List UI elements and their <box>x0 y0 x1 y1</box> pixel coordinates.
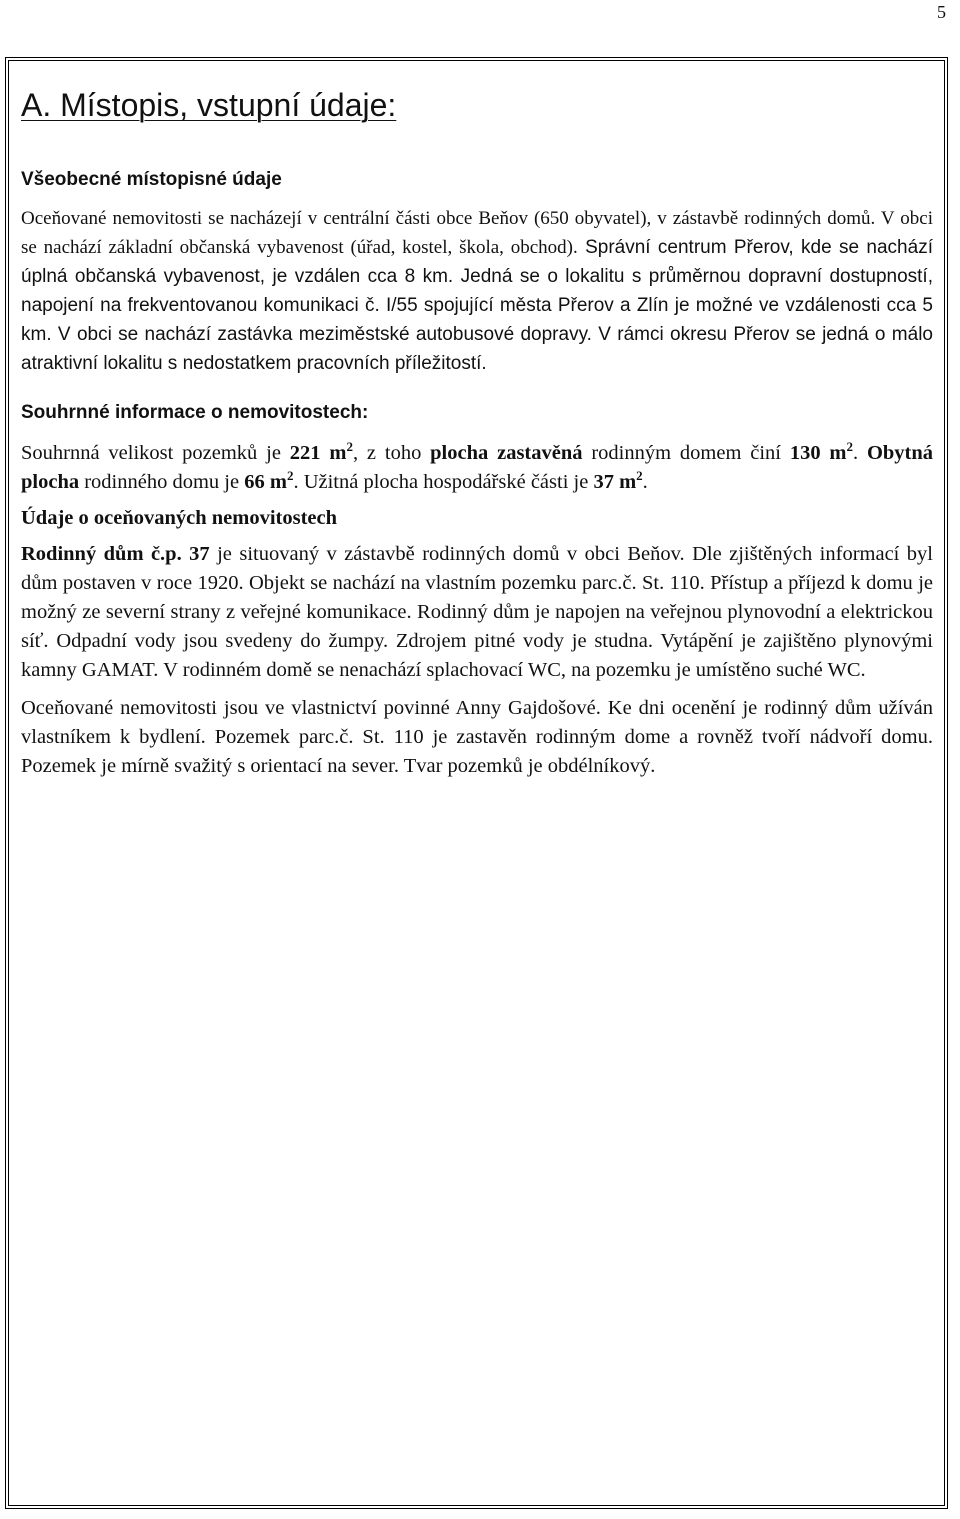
exponent: 2 <box>636 468 643 484</box>
house-text: je situovaný v zástavbě rodinných domů v obci Beňov. Dle zjištěných informací byl dům postaven v roce 1920. Objekt se nachází na vlastním pozemku parc.č. St. 110. Přístup a příjezd k domu je možný ze severní strany z veřejné komunikace. Rodinný dům je napojen na veřejnou plynovodní a elektrickou síť. Odpadní vody jsou svedeny do žumpy. Zdrojem pitné vody je studna. Vytápění je zajištěno plynovými kamny GAMAT. V rodinném domě se nenachází splachovací WC, na pozemku je umístěno suché WC. <box>21 543 933 681</box>
land-area-value: 221 m <box>289 442 347 464</box>
section-heading: A. Místopis, vstupní údaje: <box>21 87 397 123</box>
built-area-label: plocha zastavěná <box>430 442 583 464</box>
page-number: 5 <box>937 2 946 22</box>
content-frame-inner <box>8 60 945 1506</box>
utility-area-value: 37 m <box>593 471 637 493</box>
summary-text: rodinným domem činí <box>582 442 790 464</box>
built-area-value: 130 m <box>789 442 847 464</box>
general-info-text-sans: Správní centrum Přerov, kde se nachází úplná občanská vybavenost, je vzdálen cca 8 km. Jedná se o lokalitu s průměrnou dopravní dostupností, napojení na frekventovanou komunikaci č. I/55 spojující města Přerov a Zlín je možné ve vzdálenosti cca 5 km. V obci se nachází zastávka meziměstské autobusové dopravy. V rámci okresu Přerov se jedná o málo atraktivní lokalitu s nedostatkem pracovních příležitostí. <box>21 237 933 374</box>
summary-text: , z toho <box>352 442 431 464</box>
content-frame <box>5 57 948 1509</box>
house-label: Rodinný dům č.p. <box>21 543 182 565</box>
living-area-label: Obytná plocha <box>21 442 934 493</box>
summary-text: Souhrnná velikost pozemků je <box>21 442 290 464</box>
exponent: 2 <box>346 439 353 455</box>
summary-text: . Užitná plocha hospodářské části je <box>293 471 594 493</box>
house-number: 37 <box>181 543 210 565</box>
general-info-text-serif: Oceňované nemovitosti se nacházejí v centrální části obce Beňov (650 obyvatel), v zástavbě rodinných domů. V obci se nachází základní občanská vybavenost (úřad, kostel, škola, obchod). <box>21 208 933 258</box>
ownership-paragraph: Oceňované nemovitosti jsou ve vlastnictví povinné Anny Gajdošové. Ke dni ocenění je rodinný dům užíván vlastníkem k bydlení. Pozemek parc.č. St. 110 je zastavěn rodinným dome a rovněž tvoří nádvoří domu. Pozemek je mírně svažitý s orientací na sever. Tvar pozemků je obdélníkový. <box>21 697 933 777</box>
summary-text: . <box>642 471 648 493</box>
summary-paragraph <box>21 439 933 497</box>
living-area-value: 66 m <box>244 471 287 493</box>
summary-text: rodinného domu je <box>79 471 245 493</box>
exponent: 2 <box>286 468 294 484</box>
house-paragraph <box>21 540 933 685</box>
property-details-title: Údaje o oceňovaných nemovitostech <box>21 507 338 529</box>
summary-title: Souhrnné informace o nemovitostech: <box>21 402 369 423</box>
summary-text: . <box>852 442 867 464</box>
general-info-paragraph <box>21 204 933 378</box>
exponent: 2 <box>846 439 853 455</box>
general-info-title: Všeobecné místopisné údaje <box>21 169 282 190</box>
